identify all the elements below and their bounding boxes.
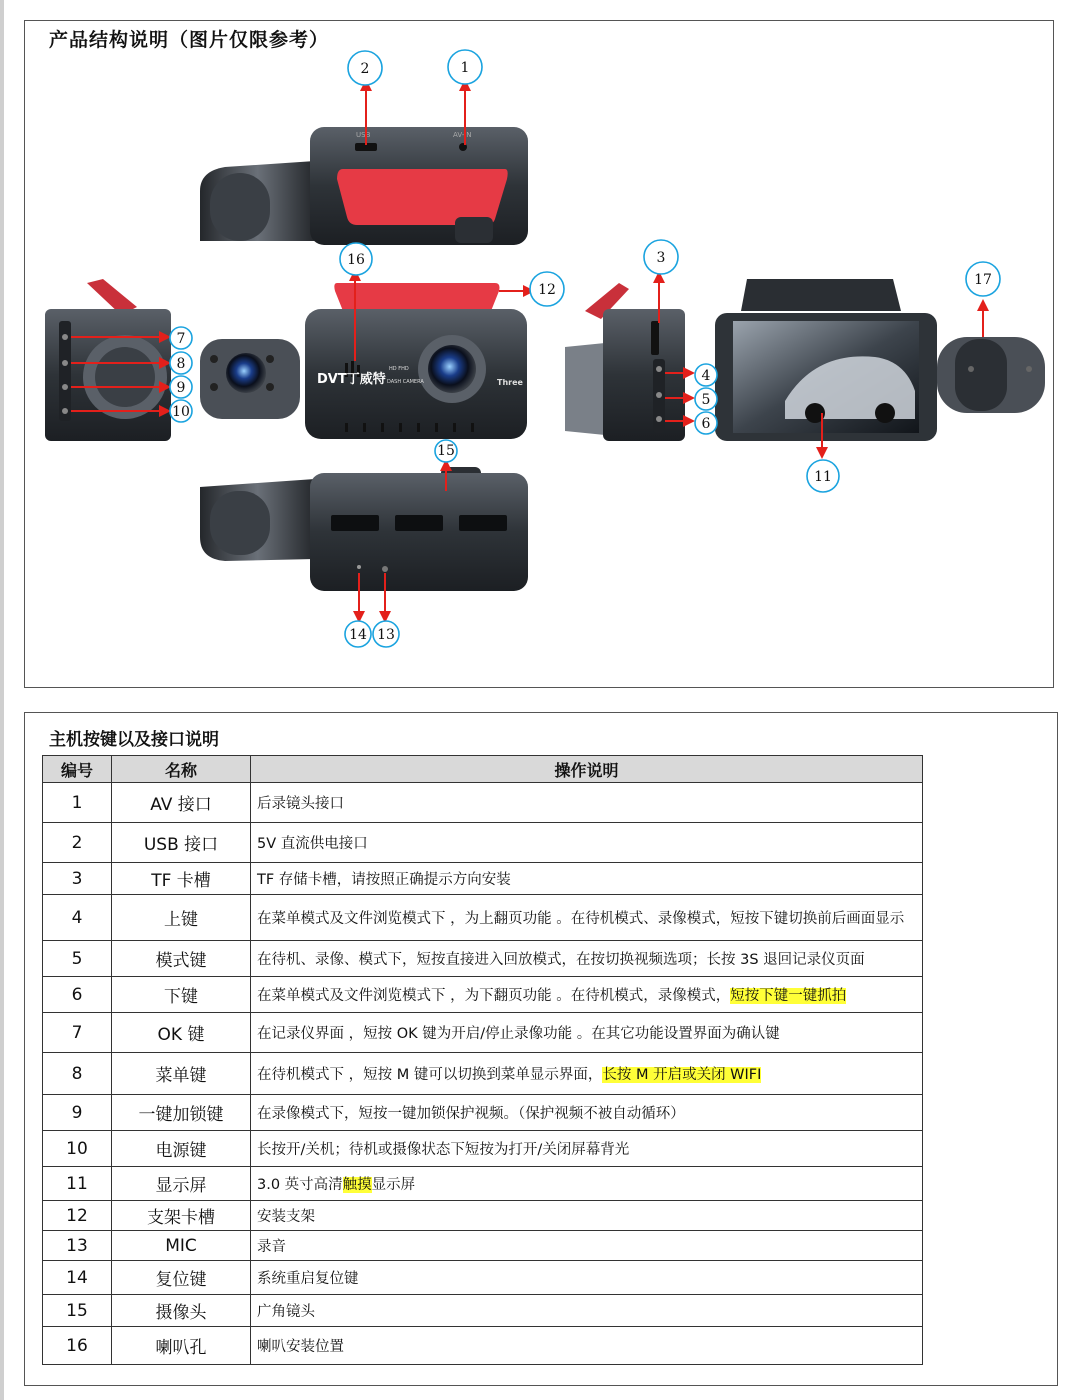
cell-description	[251, 783, 923, 823]
table-row	[43, 1131, 923, 1167]
header-description: 操作说明	[251, 756, 923, 783]
cell-description	[251, 1013, 923, 1053]
front-brand-label: DVT丁威特	[317, 372, 386, 387]
lock-button	[62, 384, 68, 390]
cell-name: 喇叭孔	[112, 1327, 251, 1365]
table-row	[43, 1295, 923, 1327]
description-text: 广角镜头	[257, 1304, 315, 1320]
svg-text:14: 14	[349, 627, 367, 643]
callout-2	[348, 51, 382, 85]
callout-9	[170, 376, 192, 398]
menu-button	[62, 360, 68, 366]
cell-description	[251, 1231, 923, 1261]
header-name: 名称	[112, 756, 251, 783]
front-badge-1: HD FHD	[389, 366, 409, 372]
device-right-view	[565, 283, 685, 441]
cell-description	[251, 1095, 923, 1131]
cell-number: 16	[43, 1327, 112, 1365]
table-row	[43, 1053, 923, 1095]
avin-port-label: AV-IN	[453, 131, 472, 139]
cell-description	[251, 1131, 923, 1167]
button-interface-panel	[24, 712, 1058, 1386]
svg-text:16: 16	[347, 252, 365, 268]
cell-number: 8	[43, 1053, 112, 1095]
front-badge-2: DASH CAMERA	[387, 379, 424, 385]
cell-name: OK 键	[112, 1013, 251, 1053]
svg-text:11: 11	[814, 469, 832, 485]
callout-5	[695, 388, 717, 410]
front-camera-lens	[428, 345, 476, 393]
callout-3	[644, 240, 678, 274]
cell-number: 13	[43, 1231, 112, 1261]
description-text: 在菜单模式及文件浏览模式下 ，为上翻页功能 。在待机模式、录像模式，短按下键切换前后画面显示	[257, 911, 905, 927]
svg-text:15: 15	[437, 443, 455, 459]
callout-12	[530, 272, 564, 306]
cell-name: TF 卡槽	[112, 863, 251, 895]
cell-description	[251, 863, 923, 895]
svg-text:10: 10	[172, 404, 190, 420]
table-row	[43, 823, 923, 863]
cell-number: 14	[43, 1261, 112, 1295]
cell-number: 1	[43, 783, 112, 823]
cell-name: 摄像头	[112, 1295, 251, 1327]
cell-description	[251, 1201, 923, 1231]
svg-text:12: 12	[538, 282, 556, 298]
table-row	[43, 783, 923, 823]
power-button	[62, 408, 68, 414]
up-button	[656, 366, 662, 372]
cell-name: 模式键	[112, 941, 251, 977]
description-highlight: 长按 M 开启或关闭 WIFI	[602, 1067, 762, 1083]
cell-name: 菜单键	[112, 1053, 251, 1095]
cell-number: 5	[43, 941, 112, 977]
description-text-after: 显示屏	[371, 1177, 416, 1193]
svg-text:4: 4	[701, 368, 711, 384]
description-text: 5V 直流供电接口	[257, 836, 368, 852]
cell-number: 4	[43, 895, 112, 941]
cell-description	[251, 977, 923, 1013]
table-row	[43, 977, 923, 1013]
cell-number: 11	[43, 1167, 112, 1201]
section-title-buttons: 主机按键以及接口说明	[49, 730, 219, 750]
description-text: 在记录仪界面 ，短按 OK 键为开启/停止录像功能 。在其它功能设置界面为确认键	[257, 1026, 780, 1042]
table-row	[43, 1013, 923, 1053]
table-row	[43, 1231, 923, 1261]
cell-number: 9	[43, 1095, 112, 1131]
callout-10	[170, 400, 192, 422]
table-row	[43, 895, 923, 941]
description-text: TF 存储卡槽，请按照正确提示方向安装	[257, 872, 511, 888]
description-text: 长按开/关机；待机或摄像状态下短按为打开/关闭屏幕背光	[257, 1142, 630, 1158]
mode-button	[656, 392, 662, 398]
description-highlight: 触摸	[342, 1177, 372, 1193]
svg-text:5: 5	[701, 392, 711, 408]
description-text: 喇叭安装位置	[257, 1339, 344, 1355]
tf-card-slot	[651, 321, 659, 355]
description-text: 后录镜头接口	[257, 796, 344, 812]
cell-name: 电源键	[112, 1131, 251, 1167]
svg-text:3: 3	[656, 250, 666, 266]
cell-name: 一键加锁键	[112, 1095, 251, 1131]
left-edge-strip	[0, 0, 4, 1400]
cell-number: 15	[43, 1295, 112, 1327]
rear-camera-lens	[226, 353, 266, 393]
device-left-view	[45, 279, 171, 441]
description-text: 在待机模式下 ，短按 M 键可以切换到菜单显示界面，	[257, 1067, 603, 1083]
table-row	[43, 1327, 923, 1365]
section-title-structure: 产品结构说明（图片仅限参考）	[49, 29, 330, 51]
device-front-view	[200, 283, 527, 439]
callout-14	[345, 621, 371, 647]
cell-description	[251, 823, 923, 863]
cell-description	[251, 941, 923, 977]
callout-7	[170, 327, 192, 349]
callout-4	[695, 364, 717, 386]
cell-name: 显示屏	[112, 1167, 251, 1201]
cell-name: AV 接口	[112, 783, 251, 823]
cell-name: 上键	[112, 895, 251, 941]
table-row	[43, 1095, 923, 1131]
svg-text:7: 7	[176, 331, 186, 347]
callout-16	[340, 243, 372, 275]
svg-text:1: 1	[460, 60, 470, 76]
reset-hole	[357, 565, 361, 569]
description-highlight: 短按下键一键抓拍	[730, 988, 847, 1004]
device-bottom-view	[200, 467, 528, 591]
cell-number: 2	[43, 823, 112, 863]
ok-button	[62, 334, 68, 340]
svg-text:2: 2	[360, 61, 370, 77]
cell-number: 10	[43, 1131, 112, 1167]
front-model-label: Three	[497, 378, 523, 387]
description-text: 在菜单模式及文件浏览模式下 ，为下翻页功能 。在待机模式，录像模式，	[257, 988, 731, 1004]
cell-name: 支架卡槽	[112, 1201, 251, 1231]
svg-text:8: 8	[176, 356, 186, 372]
description-text: 在待机、录像、模式下，短按直接进入回放模式，在按切换视频选项；长按 3S 退回记录仪页面	[257, 952, 865, 968]
callout-1	[448, 50, 482, 84]
cell-name: MIC	[112, 1231, 251, 1261]
cell-name: USB 接口	[112, 823, 251, 863]
svg-text:9: 9	[176, 380, 186, 396]
cell-number: 12	[43, 1201, 112, 1231]
cell-description	[251, 1261, 923, 1295]
description-text: 3.0 英寸高清	[257, 1177, 343, 1193]
table-row	[43, 941, 923, 977]
callout-17	[966, 262, 1000, 296]
down-button	[656, 416, 662, 422]
mic-hole	[382, 566, 388, 572]
cell-number: 7	[43, 1013, 112, 1053]
device-back-view	[715, 279, 1045, 441]
cell-number: 6	[43, 977, 112, 1013]
table-header-row	[43, 756, 923, 783]
cell-description	[251, 1327, 923, 1365]
callout-15	[435, 440, 457, 462]
header-number: 编号	[43, 756, 112, 783]
cell-description	[251, 1167, 923, 1201]
description-text: 系统重启复位键	[257, 1271, 359, 1287]
description-text: 在录像模式下，短按一键加锁保护视频。（保护视频不被自动循环）	[257, 1106, 685, 1122]
svg-text:17: 17	[974, 272, 992, 288]
cell-description	[251, 1053, 923, 1095]
callout-11	[807, 460, 839, 492]
table-row	[43, 1261, 923, 1295]
description-text: 安装支架	[257, 1209, 315, 1225]
table-row	[43, 1201, 923, 1231]
callout-8	[170, 352, 192, 374]
device-top-view	[200, 127, 528, 245]
cell-number: 3	[43, 863, 112, 895]
callout-13	[373, 621, 399, 647]
button-spec-table	[42, 755, 923, 1365]
table-row	[43, 863, 923, 895]
product-structure-figure	[25, 21, 1053, 687]
cell-name: 复位键	[112, 1261, 251, 1295]
usb-port-label: USB	[356, 131, 371, 139]
cell-name: 下键	[112, 977, 251, 1013]
description-text: 录音	[257, 1239, 286, 1255]
cell-description	[251, 895, 923, 941]
cell-description	[251, 1295, 923, 1327]
product-structure-panel	[24, 20, 1054, 688]
table-row	[43, 1167, 923, 1201]
callout-6	[695, 412, 717, 434]
svg-text:6: 6	[701, 416, 711, 432]
svg-text:13: 13	[377, 627, 395, 643]
